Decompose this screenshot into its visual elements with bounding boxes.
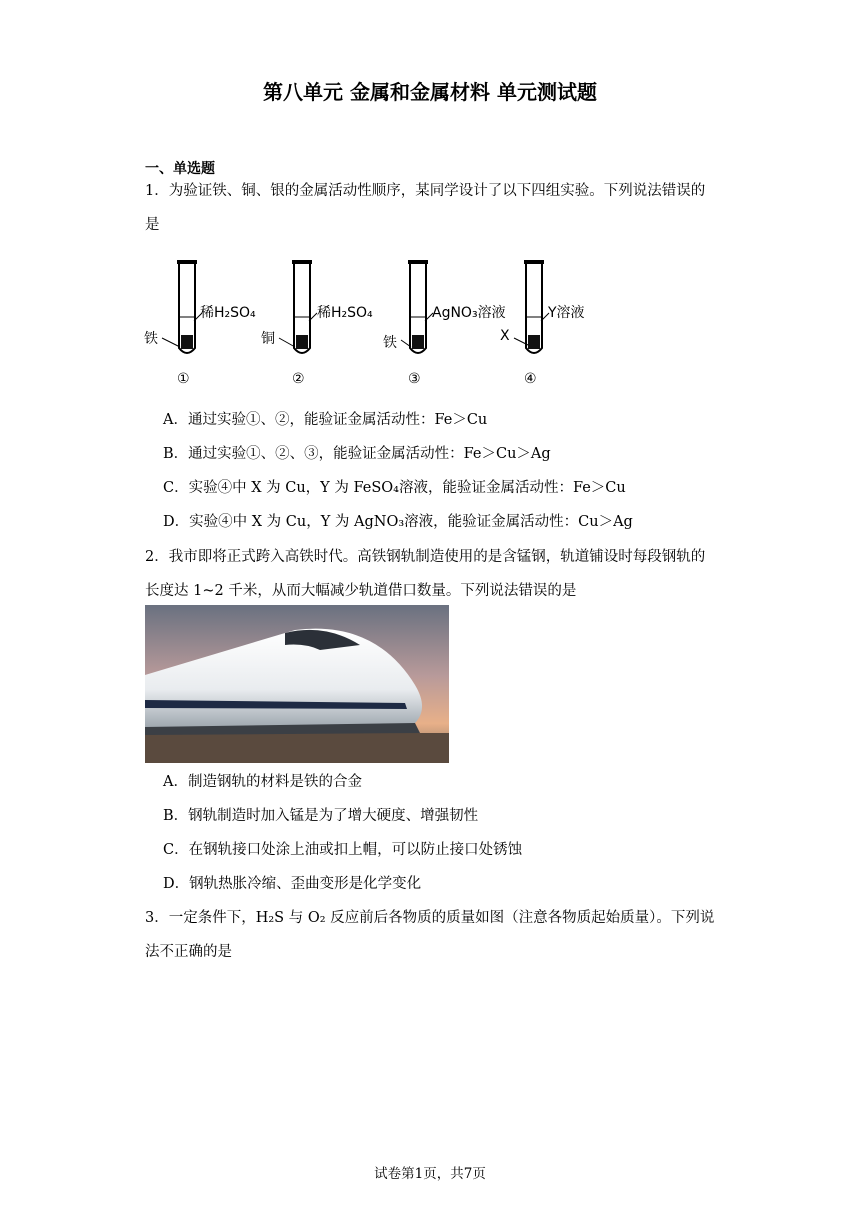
- q1-option-a: A．通过实验①、②，能验证金属活动性：Fe＞Cu: [163, 412, 488, 428]
- tube-1-metal: 铁: [144, 331, 158, 347]
- test-tube-3: [383, 260, 506, 387]
- q2-option-c: C．在钢轨接口处涂上油或扣上帽，可以防止接口处锈蚀: [163, 842, 523, 858]
- question-3-stem: 3．一定条件下，H₂S 与 O₂ 反应前后各物质的质量如图（注意各物质起始质量）。下列说法不正确的是: [145, 910, 715, 960]
- tube-2-metal: 铜: [261, 331, 275, 347]
- tube-3-solution: AgNO₃溶液: [432, 305, 506, 321]
- test-tube-figure: [140, 255, 610, 390]
- tube-2-solution: 稀H₂SO₄: [317, 305, 373, 321]
- q2-option-b: B．钢轨制造时加入锰是为了增大硬度、增强韧性: [163, 808, 479, 824]
- question-1-stem: 1．为验证铁、铜、银的金属活动性顺序，某同学设计了以下四组实验。下列说法错误的是: [145, 183, 706, 233]
- q1-option-d: D．实验④中 X 为 Cu，Y 为 AgNO₃溶液，能验证金属活动性：Cu＞Ag: [163, 514, 633, 530]
- section-heading: 一、单选题: [145, 161, 215, 177]
- q1-option-b: B．通过实验①、②、③，能验证金属活动性：Fe＞Cu＞Ag: [163, 446, 551, 462]
- test-tube-1: [144, 260, 256, 387]
- tube-4-solution: Y溶液: [548, 305, 585, 321]
- page-footer: 试卷第1页，共7页: [374, 1166, 486, 1182]
- q1-option-c: C．实验④中 X 为 Cu，Y 为 FeSO₄溶液，能验证金属活动性：Fe＞Cu: [163, 480, 626, 496]
- page-title: 第八单元 金属和金属材料 单元测试题: [263, 80, 597, 104]
- tube-4-number: ④: [524, 371, 537, 387]
- question-2-stem: 2．我市即将正式跨入高铁时代。高铁钢轨制造使用的是含锰钢，轨道铺设时每段钢轨的长度达 1~2 千米，从而大幅减少轨道借口数量。下列说法错误的是: [145, 549, 706, 599]
- q2-option-d: D．钢轨热胀冷缩、歪曲变形是化学变化: [163, 876, 422, 892]
- tube-2-number: ②: [292, 371, 305, 387]
- tube-1-solution: 稀H₂SO₄: [200, 305, 256, 321]
- tube-1-number: ①: [177, 371, 190, 387]
- tube-3-number: ③: [408, 371, 421, 387]
- tube-4-metal: X: [500, 328, 510, 344]
- test-tube-4: [500, 260, 585, 387]
- test-tube-2: [261, 260, 373, 387]
- high-speed-train-photo: [145, 605, 449, 763]
- tube-3-metal: 铁: [383, 335, 397, 351]
- q2-option-a: A．制造钢轨的材料是铁的合金: [163, 774, 362, 790]
